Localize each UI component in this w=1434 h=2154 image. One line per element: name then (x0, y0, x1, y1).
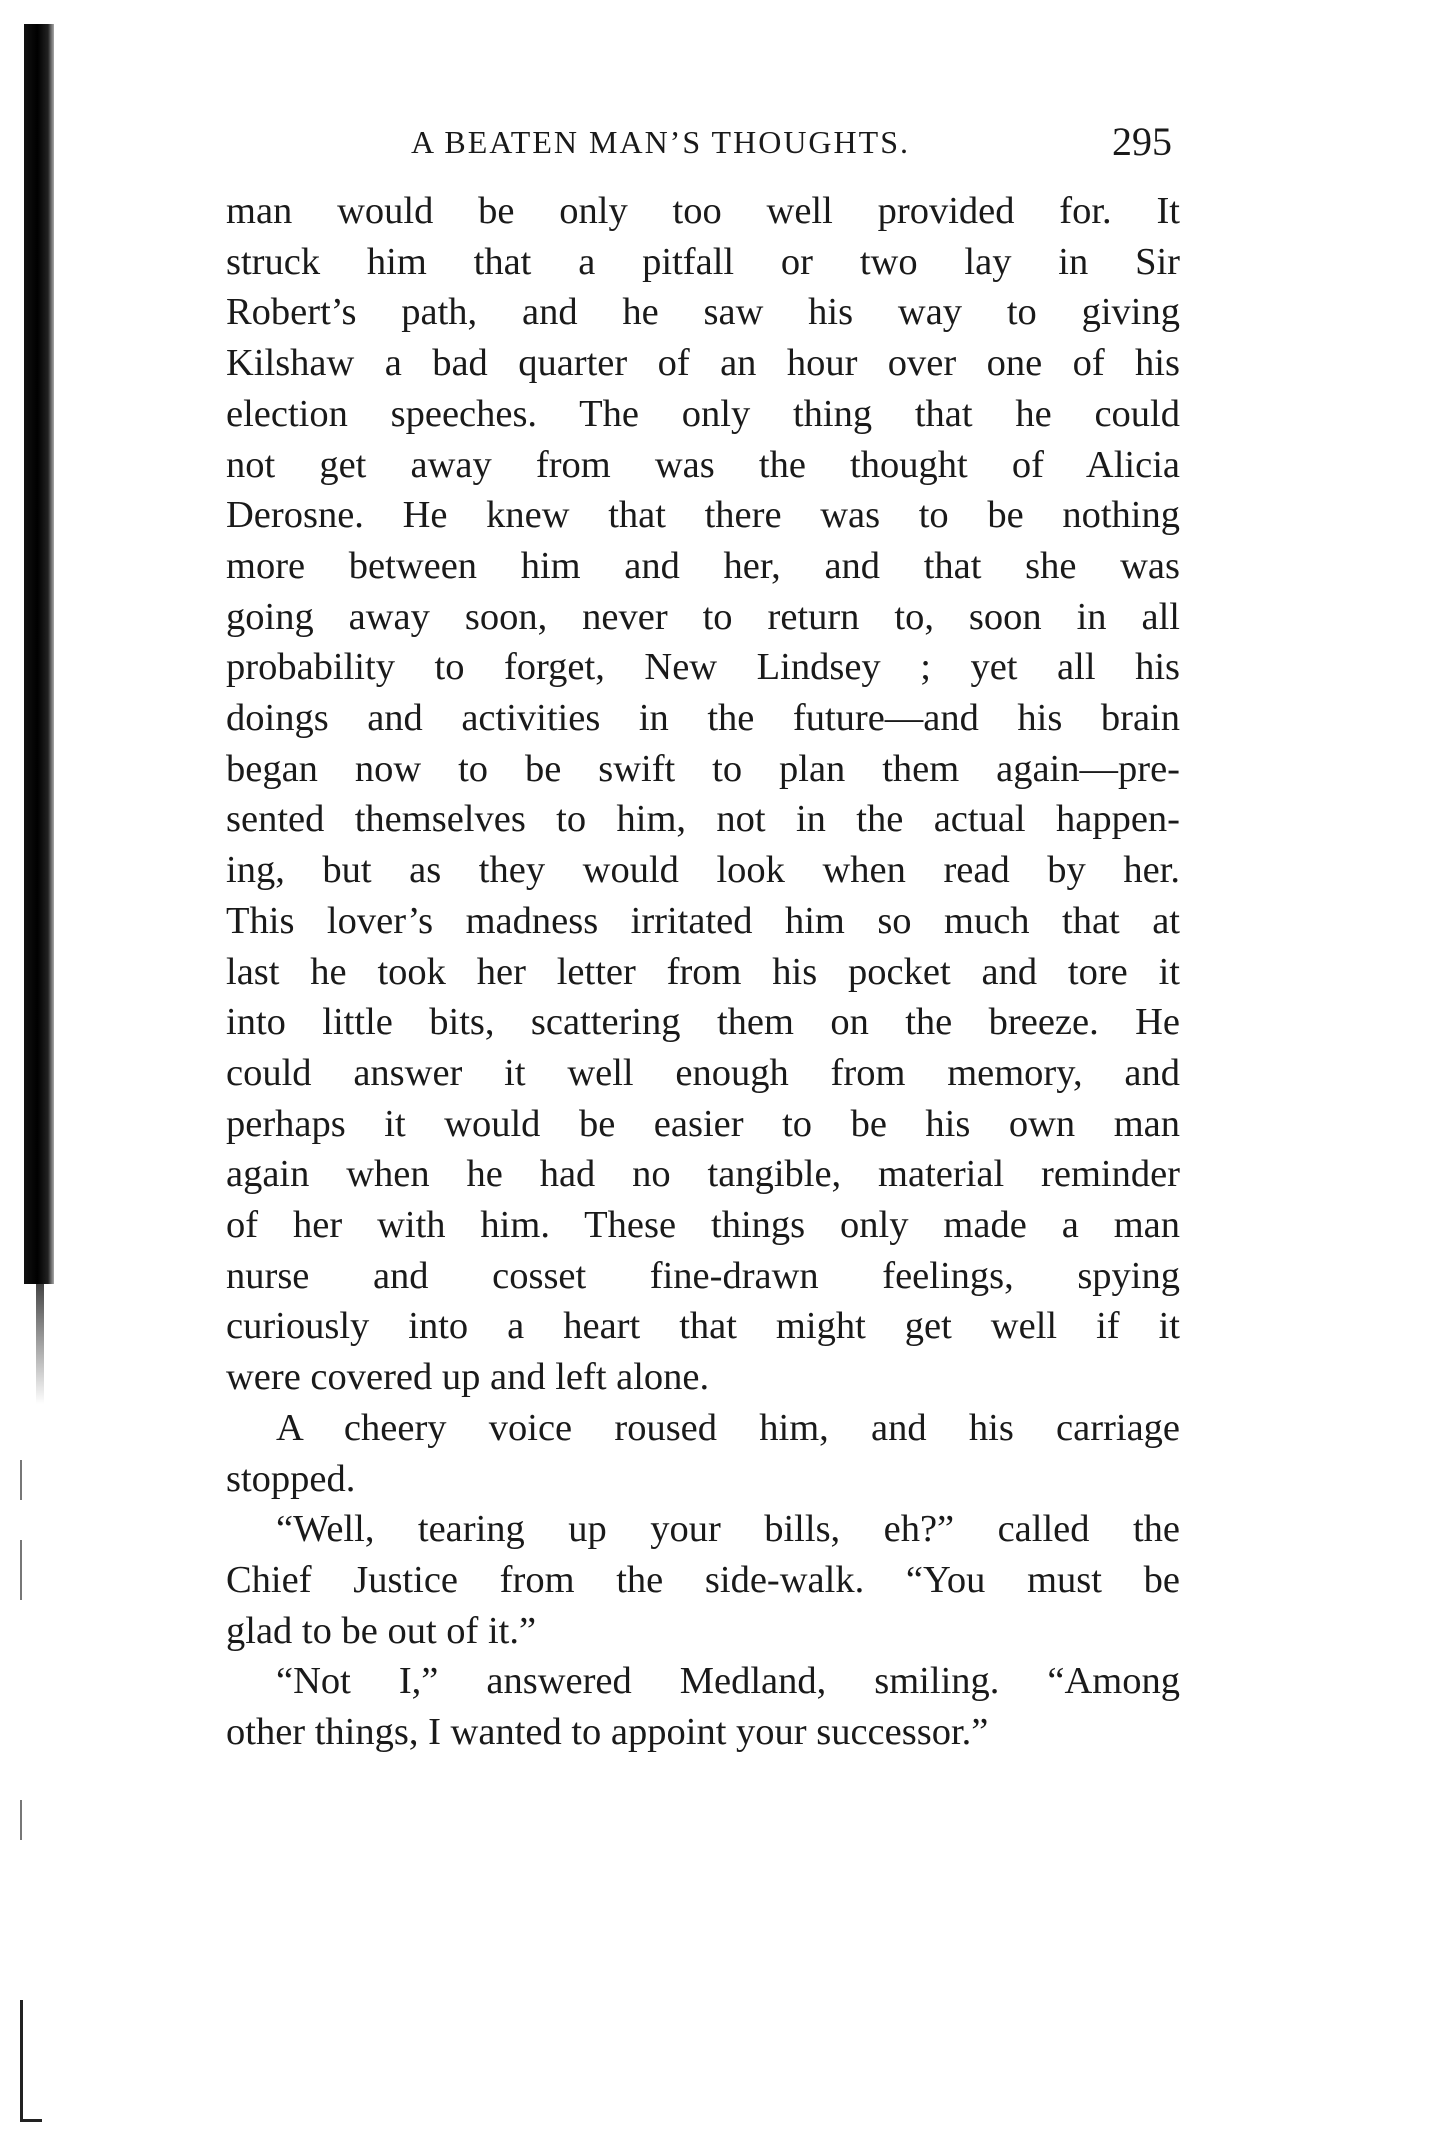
text-line: again when he had no tangible, material reminder (226, 1153, 1180, 1196)
text-line: were covered up and left alone. (226, 1356, 710, 1399)
paragraph (226, 1656, 1180, 1757)
text-line: Chief Justice from the side-walk. “You must be (226, 1558, 1180, 1601)
margin-mark (20, 1540, 22, 1600)
binding-shadow (24, 24, 54, 1284)
body-text (226, 186, 1180, 1758)
text-line: Kilshaw a bad quarter of an hour over one of his (226, 342, 1180, 385)
text-line: sented themselves to him, not in the actual happen- (226, 798, 1180, 841)
running-title: A BEATEN MAN’S THOUGHTS. (411, 124, 910, 160)
paragraph (226, 1403, 1180, 1504)
text-line: other things, I wanted to appoint your successor.” (226, 1711, 989, 1754)
text-line: election speeches. The only thing that he could (226, 392, 1180, 435)
text-line: “Well, tearing up your bills, eh?” called the (276, 1508, 1180, 1551)
text-line: ing, but as they would look when read by her. (226, 849, 1180, 892)
corner-mark (20, 2000, 23, 2122)
text-line: “Not I,” answered Medland, smiling. “Among (276, 1660, 1180, 1703)
binding-fade (36, 1284, 44, 1404)
text-line: struck him that a pitfall or two lay in Sir (226, 240, 1180, 283)
text-line: probability to forget, New Lindsey ; yet all his (226, 646, 1180, 689)
text-line: doings and activities in the future—and his brain (226, 697, 1180, 740)
text-line: Robert’s path, and he saw his way to giving (226, 291, 1180, 334)
page-header (226, 118, 1180, 178)
text-line: began now to be swift to plan them again—pre- (226, 747, 1180, 790)
corner-mark (20, 2119, 42, 2122)
margin-mark (20, 1800, 22, 1840)
text-line: of her with him. These things only made a man (226, 1204, 1180, 1247)
text-line: Derosne. He knew that there was to be nothing (226, 494, 1180, 537)
margin-mark (20, 1460, 22, 1500)
text-line: last he took her letter from his pocket and tore it (226, 950, 1180, 993)
page-number: 295 (1112, 119, 1172, 164)
paragraph (226, 186, 1180, 1403)
text-line: This lover’s madness irritated him so much that at (226, 899, 1180, 942)
paragraph (226, 1504, 1180, 1656)
text-line: more between him and her, and that she was (226, 544, 1180, 587)
text-line: glad to be out of it.” (226, 1609, 537, 1652)
text-line: A cheery voice roused him, and his carriage (276, 1406, 1180, 1449)
text-line: into little bits, scattering them on the breeze. He (226, 1001, 1180, 1044)
text-line: perhaps it would be easier to be his own man (226, 1102, 1180, 1145)
text-line: nurse and cosset fine-drawn feelings, spying (226, 1254, 1180, 1297)
text-line: could answer it well enough from memory, and (226, 1051, 1180, 1094)
text-line: stopped. (226, 1457, 356, 1500)
text-line: man would be only too well provided for. It (226, 190, 1180, 232)
text-line: going away soon, never to return to, soon in all (226, 595, 1180, 638)
text-line: curiously into a heart that might get well if it (226, 1305, 1180, 1348)
text-line: not get away from was the thought of Alicia (226, 443, 1180, 486)
